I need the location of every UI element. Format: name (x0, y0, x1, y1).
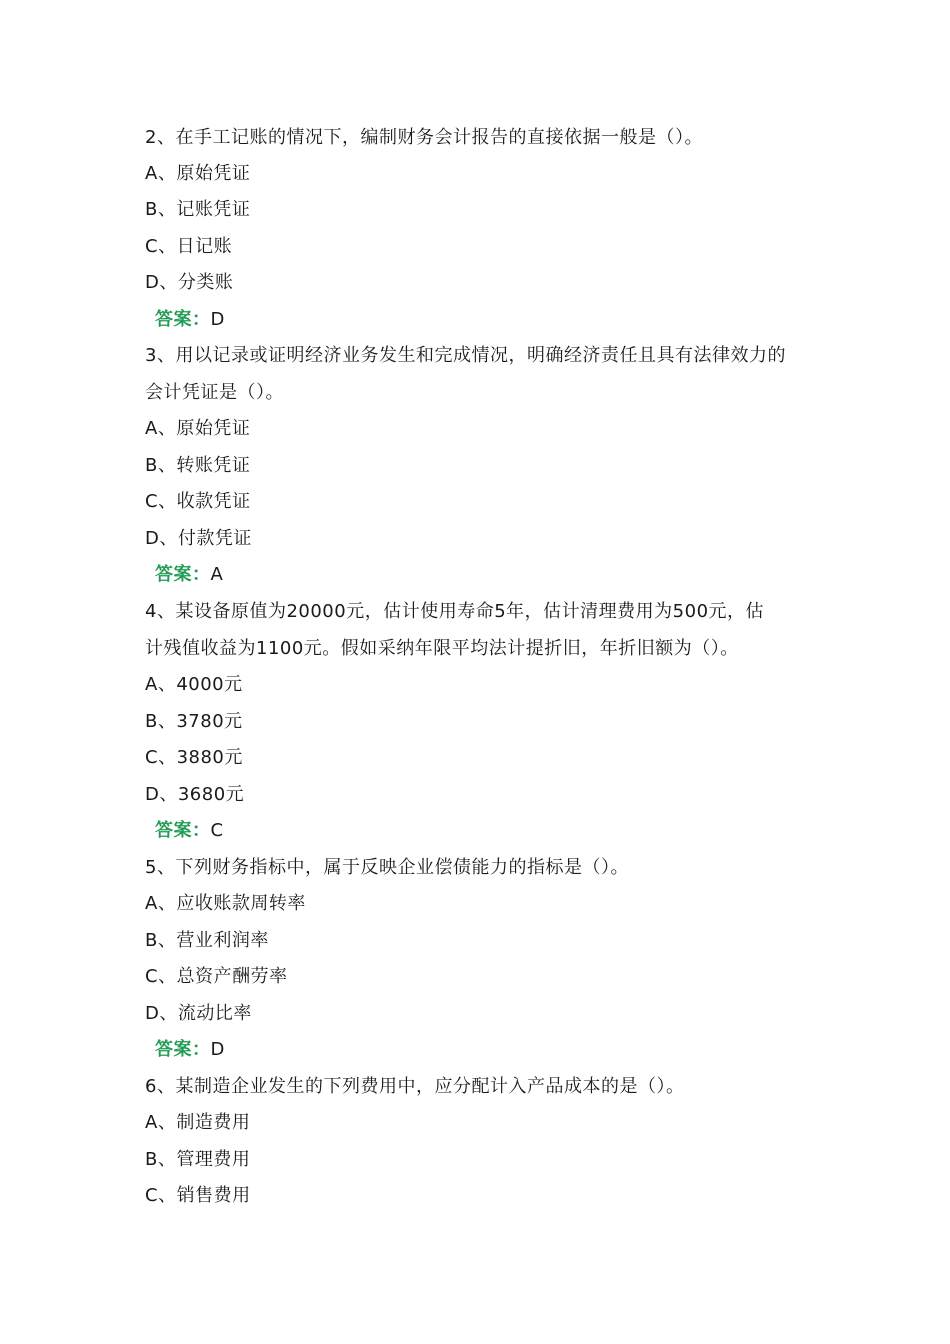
answer-label: 答案： (155, 564, 211, 585)
option-b: B、营业利润率 (145, 930, 269, 951)
question-stem: 3、用以记录或证明经济业务发生和完成情况，明确经济责任且具有法律效力的 (145, 345, 786, 366)
answer-value: D (210, 309, 225, 330)
option-c: C、销售费用 (145, 1185, 251, 1206)
question-stem: 6、某制造企业发生的下列费用中，应分配计入产品成本的是（）。 (145, 1076, 685, 1097)
question-stem-continued: 计残值收益为1100元。假如采纳年限平均法计提折旧，年折旧额为（）。 (145, 638, 739, 659)
option-b: B、记账凭证 (145, 199, 251, 220)
answer-label: 答案： (155, 309, 211, 330)
answer-label: 答案： (155, 1039, 211, 1060)
answer-line (155, 309, 225, 331)
question-stem: 5、下列财务指标中，属于反映企业偿债能力的指标是（）。 (145, 857, 629, 878)
option-a: A、原始凭证 (145, 163, 251, 184)
option-b: B、3780元 (145, 711, 243, 732)
answer-value: D (210, 1039, 225, 1060)
option-c: C、总资产酬劳率 (145, 966, 288, 987)
option-c: C、3880元 (145, 747, 243, 768)
option-a: A、原始凭证 (145, 418, 251, 439)
option-a: A、制造费用 (145, 1112, 251, 1133)
answer-line (155, 820, 224, 842)
question-stem: 4、某设备原值为20000元，估计使用寿命5年，估计清理费用为500元，估 (145, 601, 765, 622)
option-d: D、3680元 (145, 784, 245, 805)
answer-line (155, 1039, 225, 1061)
option-c: C、收款凭证 (145, 491, 251, 512)
option-a: A、4000元 (145, 674, 243, 695)
answer-value: A (210, 564, 224, 585)
option-d: D、分类账 (145, 272, 234, 293)
answer-label: 答案： (155, 820, 211, 841)
question-stem: 2、在手工记账的情况下，编制财务会计报告的直接依据一般是（）。 (145, 127, 703, 148)
question-stem-continued: 会计凭证是（）。 (145, 382, 284, 403)
option-b: B、转账凭证 (145, 455, 251, 476)
option-a: A、应收账款周转率 (145, 893, 306, 914)
option-d: D、付款凭证 (145, 528, 252, 549)
option-b: B、管理费用 (145, 1149, 251, 1170)
option-c: C、日记账 (145, 236, 233, 257)
answer-value: C (210, 820, 224, 841)
option-d: D、流动比率 (145, 1003, 252, 1024)
answer-line (155, 564, 223, 586)
